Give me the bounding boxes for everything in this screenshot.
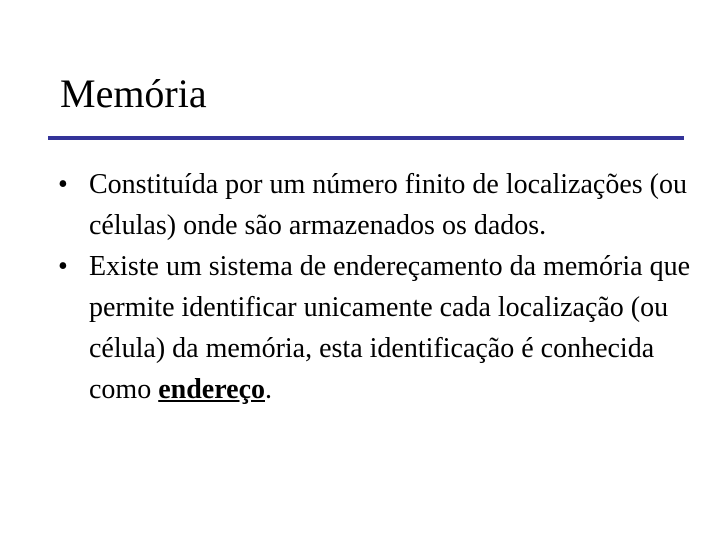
slide-title: Memória (60, 71, 207, 116)
bullet-text: Existe um sistema de endereçamento da memória que permite identificar unicamente cada localização (ou célula) da memória, esta identificação é conhecida como (89, 251, 691, 405)
bullet-list (58, 164, 698, 410)
bullet-item (58, 246, 698, 410)
title-divider (48, 136, 684, 140)
bullet-item (58, 164, 698, 246)
bullet-marker: • (58, 169, 68, 200)
bullet-trailing-punctuation: . (265, 374, 272, 405)
bullet-marker: • (58, 251, 68, 282)
emphasized-term: endereço (158, 374, 265, 405)
bullet-text: Constituída por um número finito de localizações (ou células) onde são armazenados os dados. (89, 169, 687, 241)
